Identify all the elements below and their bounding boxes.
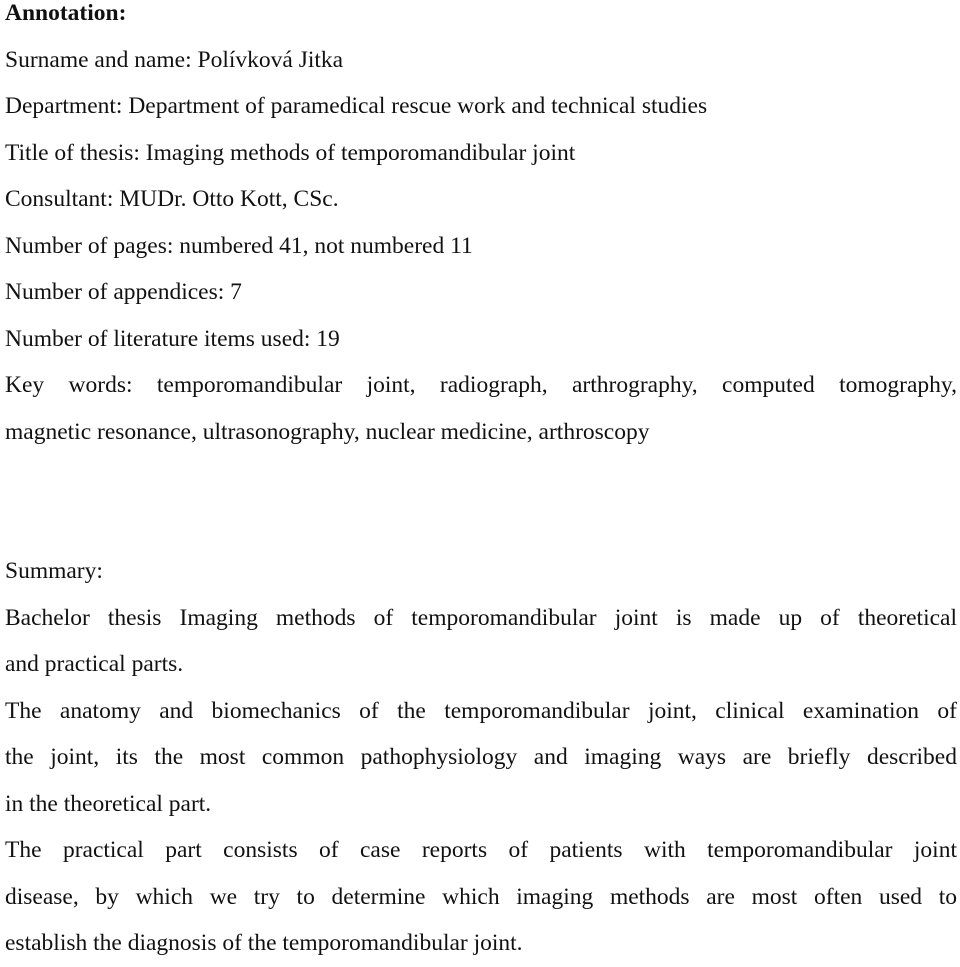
keywords-line-2: magnetic resonance, ultrasonography, nuclear medicine, arthroscopy (5, 418, 650, 445)
summary-paragraph-1-line-1: Bachelor thesis Imaging methods of temporomandibular joint is made up of theoretical (5, 604, 957, 631)
literature-line: Number of literature items used: 19 (5, 325, 340, 352)
thesis-title-line: Title of thesis: Imaging methods of temporomandibular joint (5, 139, 576, 166)
surname-line: Surname and name: Polívková Jitka (5, 46, 344, 73)
summary-paragraph-2-line-1: The anatomy and biomechanics of the temporomandibular joint, clinical examination of (5, 697, 957, 724)
summary-paragraph-3-line-3: establish the diagnosis of the temporomandibular joint. (5, 930, 523, 956)
summary-paragraph-1-line-2: and practical parts. (5, 651, 184, 677)
keywords-line-1: Key words: temporomandibular joint, radiograph, arthrography, computed tomography, (5, 372, 957, 398)
summary-paragraph-2-line-2: the joint, its the most common pathophysiology and imaging ways are briefly described (5, 744, 957, 770)
consultant-line: Consultant: MUDr. Otto Kott, CSc. (5, 186, 339, 212)
summary-heading: Summary: (5, 558, 103, 584)
appendices-line: Number of appendices: 7 (5, 279, 242, 305)
pages-line: Number of pages: numbered 41, not numbered 11 (5, 232, 473, 259)
annotation-heading: Annotation: (5, 0, 127, 26)
summary-paragraph-3-line-1: The practical part consists of case reports of patients with temporomandibular joint (5, 837, 957, 863)
section-spacer (5, 455, 957, 548)
department-line: Department: Department of paramedical rescue work and technical studies (5, 93, 708, 119)
summary-paragraph-2-line-3: in the theoretical part. (5, 790, 212, 817)
summary-paragraph-3-line-2: disease, by which we try to determine which imaging methods are most often used to (5, 883, 957, 910)
document-page (5, 0, 957, 967)
